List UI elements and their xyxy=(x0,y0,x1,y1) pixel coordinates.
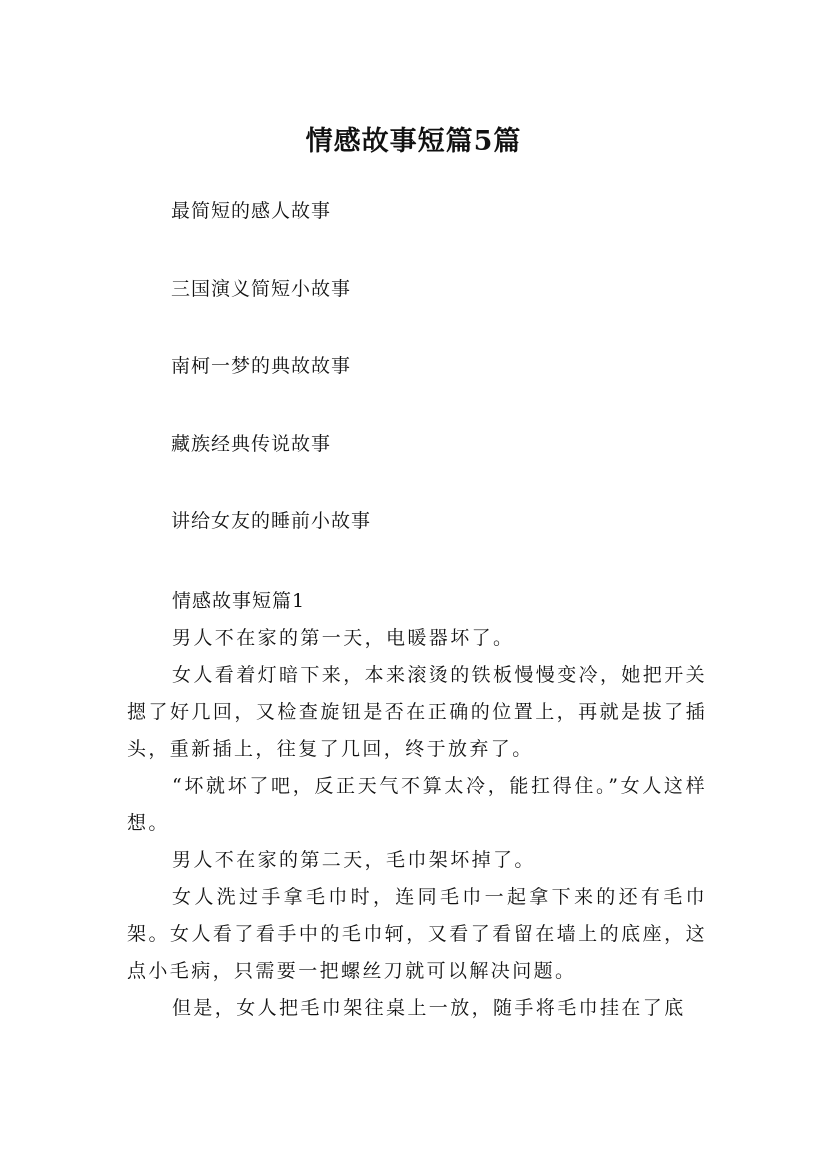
toc-item: 讲给女友的睡前小故事 xyxy=(171,510,372,532)
paragraph: 男人不在家的第二天，毛巾架坏掉了。 xyxy=(172,849,536,871)
toc-item: 最简短的感人故事 xyxy=(171,200,332,222)
paragraph: “坏就坏了吧，反正天气不算太冷，能扛得住。”女人这样想。 xyxy=(127,775,707,834)
toc-item: 三国演义简短小故事 xyxy=(171,277,352,300)
paragraph: 男人不在家的第一天，电暖器坏了。 xyxy=(172,627,515,649)
toc-item: 南柯一梦的典故故事 xyxy=(171,355,352,377)
section-title: 情感故事短篇1 xyxy=(172,590,306,612)
paragraph: 但是，女人把毛巾架往桌上一放，随手将毛巾挂在了底 xyxy=(172,997,686,1019)
toc-item: 藏族经典传说故事 xyxy=(171,432,332,455)
paragraph: 女人看着灯暗下来，本来滚烫的铁板慢慢变冷，她把开关摁了好几回，又检查旋钮是否在正确的位置上，再就是拔了插头，重新插上，往复了几回，终于放弃了。 xyxy=(127,664,708,760)
story-body xyxy=(127,583,707,1027)
document-title: 情感故事短篇5篇 xyxy=(305,126,522,158)
table-of-contents xyxy=(171,196,731,584)
paragraph: 女人洗过手拿毛巾时，连同毛巾一起拿下来的还有毛巾架。女人看了看手中的毛巾轲，又看了看留在墙上的底座，这点小毛病，只需要一把螺丝刀就可以解决问题。 xyxy=(127,886,707,982)
